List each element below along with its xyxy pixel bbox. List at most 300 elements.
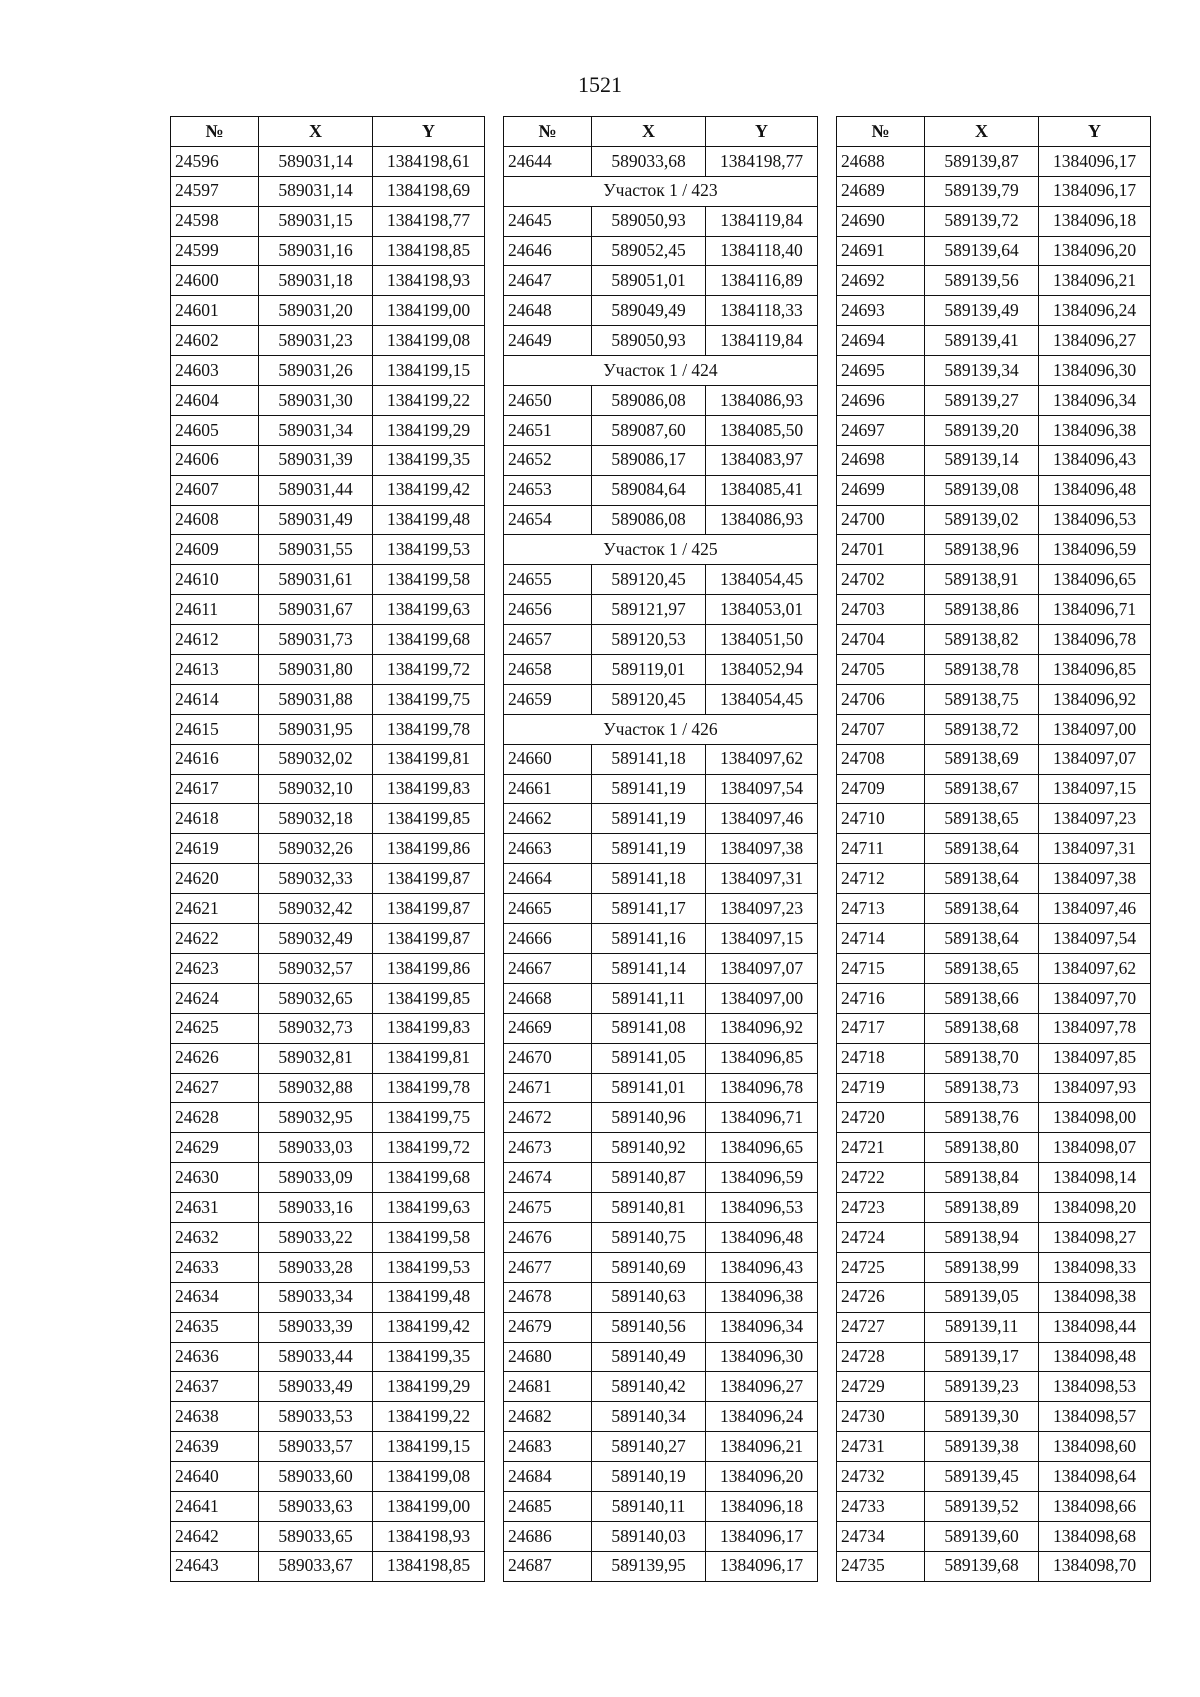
table-row — [837, 1013, 1151, 1043]
cell-number: 24657 — [504, 625, 592, 655]
cell-y: 1384199,83 — [373, 774, 485, 804]
cell-number: 24604 — [171, 386, 259, 416]
table-header-row — [837, 117, 1151, 147]
table-row — [171, 1372, 485, 1402]
table-row — [171, 714, 485, 744]
table-row — [504, 953, 818, 983]
cell-number: 24719 — [837, 1073, 925, 1103]
table-row — [504, 1462, 818, 1492]
cell-x: 589141,05 — [592, 1043, 706, 1073]
cell-number: 24611 — [171, 595, 259, 625]
cell-y: 1384198,77 — [706, 146, 818, 176]
cell-y: 1384096,18 — [1039, 206, 1151, 236]
table-row — [504, 1282, 818, 1312]
cell-y: 1384096,85 — [1039, 655, 1151, 685]
table-row — [837, 1402, 1151, 1432]
cell-x: 589138,65 — [925, 953, 1039, 983]
table-row — [837, 176, 1151, 206]
cell-number: 24647 — [504, 266, 592, 296]
cell-y: 1384199,83 — [373, 1013, 485, 1043]
cell-number: 24621 — [171, 894, 259, 924]
cell-y: 1384098,33 — [1039, 1252, 1151, 1282]
cell-number: 24669 — [504, 1013, 592, 1043]
cell-y: 1384052,94 — [706, 655, 818, 685]
table-row — [171, 625, 485, 655]
cell-number: 24727 — [837, 1312, 925, 1342]
cell-x: 589031,23 — [259, 326, 373, 356]
cell-y: 1384096,48 — [706, 1222, 818, 1252]
cell-number: 24708 — [837, 744, 925, 774]
cell-x: 589049,49 — [592, 296, 706, 326]
cell-x: 589139,95 — [592, 1551, 706, 1581]
cell-number: 24723 — [837, 1193, 925, 1223]
cell-y: 1384096,43 — [706, 1252, 818, 1282]
cell-x: 589141,17 — [592, 894, 706, 924]
cell-x: 589031,88 — [259, 684, 373, 714]
section-row — [504, 176, 818, 206]
cell-x: 589031,95 — [259, 714, 373, 744]
table-row — [504, 804, 818, 834]
table-row — [837, 983, 1151, 1013]
table-row — [837, 625, 1151, 655]
cell-x: 589031,26 — [259, 356, 373, 386]
table-header-row — [504, 117, 818, 147]
cell-x: 589121,97 — [592, 595, 706, 625]
cell-y: 1384097,38 — [706, 834, 818, 864]
cell-number: 24625 — [171, 1013, 259, 1043]
cell-y: 1384096,53 — [706, 1193, 818, 1223]
cell-x: 589138,67 — [925, 774, 1039, 804]
cell-x: 589140,27 — [592, 1432, 706, 1462]
cell-x: 589032,81 — [259, 1043, 373, 1073]
cell-x: 589033,65 — [259, 1521, 373, 1551]
cell-number: 24607 — [171, 475, 259, 505]
cell-number: 24668 — [504, 983, 592, 1013]
cell-x: 589086,08 — [592, 505, 706, 535]
cell-y: 1384096,43 — [1039, 445, 1151, 475]
cell-x: 589139,05 — [925, 1282, 1039, 1312]
table-row — [171, 1103, 485, 1133]
cell-number: 24681 — [504, 1372, 592, 1402]
cell-y: 1384199,53 — [373, 535, 485, 565]
cell-x: 589139,68 — [925, 1551, 1039, 1581]
table-row — [837, 565, 1151, 595]
cell-x: 589139,38 — [925, 1432, 1039, 1462]
cell-x: 589138,70 — [925, 1043, 1039, 1073]
table-row — [171, 1462, 485, 1492]
section-row — [504, 356, 818, 386]
cell-y: 1384085,50 — [706, 415, 818, 445]
cell-x: 589031,55 — [259, 535, 373, 565]
cell-number: 24665 — [504, 894, 592, 924]
cell-y: 1384199,00 — [373, 296, 485, 326]
cell-y: 1384097,46 — [706, 804, 818, 834]
column-header-y: Y — [1039, 117, 1151, 147]
table-row — [171, 505, 485, 535]
cell-number: 24672 — [504, 1103, 592, 1133]
cell-number: 24664 — [504, 864, 592, 894]
cell-x: 589140,87 — [592, 1163, 706, 1193]
table-row — [837, 1551, 1151, 1581]
cell-number: 24617 — [171, 774, 259, 804]
cell-number: 24598 — [171, 206, 259, 236]
table-row — [171, 1402, 485, 1432]
cell-y: 1384096,71 — [1039, 595, 1151, 625]
cell-x: 589032,95 — [259, 1103, 373, 1133]
cell-number: 24638 — [171, 1402, 259, 1432]
cell-y: 1384054,45 — [706, 684, 818, 714]
cell-y: 1384097,15 — [1039, 774, 1151, 804]
table-row — [504, 1103, 818, 1133]
cell-x: 589033,60 — [259, 1462, 373, 1492]
cell-x: 589031,14 — [259, 146, 373, 176]
table-row — [504, 1133, 818, 1163]
table-row — [504, 565, 818, 595]
cell-y: 1384097,23 — [1039, 804, 1151, 834]
cell-number: 24613 — [171, 655, 259, 685]
cell-y: 1384198,93 — [373, 1521, 485, 1551]
cell-y: 1384098,60 — [1039, 1432, 1151, 1462]
cell-y: 1384085,41 — [706, 475, 818, 505]
table-row — [504, 475, 818, 505]
table-row — [504, 864, 818, 894]
table-row — [171, 953, 485, 983]
cell-number: 24735 — [837, 1551, 925, 1581]
cell-y: 1384098,57 — [1039, 1402, 1151, 1432]
cell-y: 1384098,38 — [1039, 1282, 1151, 1312]
cell-x: 589119,01 — [592, 655, 706, 685]
table-row — [171, 1013, 485, 1043]
cell-x: 589140,19 — [592, 1462, 706, 1492]
cell-x: 589140,75 — [592, 1222, 706, 1252]
table-row — [171, 924, 485, 954]
cell-y: 1384053,01 — [706, 595, 818, 625]
table-row — [837, 924, 1151, 954]
cell-number: 24712 — [837, 864, 925, 894]
table-row — [837, 953, 1151, 983]
cell-y: 1384096,48 — [1039, 475, 1151, 505]
cell-x: 589139,49 — [925, 296, 1039, 326]
table-row — [504, 744, 818, 774]
cell-number: 24630 — [171, 1163, 259, 1193]
cell-x: 589084,64 — [592, 475, 706, 505]
cell-y: 1384096,34 — [1039, 386, 1151, 416]
cell-number: 24609 — [171, 535, 259, 565]
column-header-number: № — [171, 117, 259, 147]
cell-number: 24702 — [837, 565, 925, 595]
table-row — [171, 1222, 485, 1252]
table-row — [171, 595, 485, 625]
cell-number: 24691 — [837, 236, 925, 266]
table-row — [171, 834, 485, 864]
coordinates-table-2 — [503, 116, 818, 1582]
cell-number: 24639 — [171, 1432, 259, 1462]
cell-number: 24608 — [171, 505, 259, 535]
table-row — [171, 1342, 485, 1372]
cell-y: 1384096,53 — [1039, 505, 1151, 535]
column-header-y: Y — [373, 117, 485, 147]
cell-y: 1384096,21 — [1039, 266, 1151, 296]
table-row — [171, 1193, 485, 1223]
cell-number: 24717 — [837, 1013, 925, 1043]
cell-y: 1384198,77 — [373, 206, 485, 236]
table-row — [171, 535, 485, 565]
table-row — [837, 655, 1151, 685]
table-row — [504, 206, 818, 236]
cell-x: 589139,11 — [925, 1312, 1039, 1342]
table-row — [171, 1282, 485, 1312]
cell-y: 1384199,81 — [373, 1043, 485, 1073]
cell-y: 1384199,75 — [373, 684, 485, 714]
table-row — [837, 1222, 1151, 1252]
cell-y: 1384096,78 — [1039, 625, 1151, 655]
table-row — [837, 1282, 1151, 1312]
cell-y: 1384119,84 — [706, 326, 818, 356]
cell-number: 24618 — [171, 804, 259, 834]
table-row — [171, 864, 485, 894]
cell-x: 589138,94 — [925, 1222, 1039, 1252]
table-row — [171, 1432, 485, 1462]
cell-y: 1384097,93 — [1039, 1073, 1151, 1103]
cell-y: 1384096,24 — [1039, 296, 1151, 326]
cell-x: 589140,56 — [592, 1312, 706, 1342]
cell-x: 589032,73 — [259, 1013, 373, 1043]
table-row — [504, 1163, 818, 1193]
cell-x: 589141,08 — [592, 1013, 706, 1043]
cell-x: 589141,18 — [592, 864, 706, 894]
cell-x: 589140,42 — [592, 1372, 706, 1402]
table-row — [837, 445, 1151, 475]
cell-x: 589086,17 — [592, 445, 706, 475]
cell-x: 589032,88 — [259, 1073, 373, 1103]
cell-number: 24720 — [837, 1103, 925, 1133]
cell-number: 24654 — [504, 505, 592, 535]
cell-number: 24599 — [171, 236, 259, 266]
cell-number: 24615 — [171, 714, 259, 744]
cell-x: 589138,84 — [925, 1163, 1039, 1193]
table-row — [171, 655, 485, 685]
cell-number: 24636 — [171, 1342, 259, 1372]
cell-y: 1384083,97 — [706, 445, 818, 475]
cell-number: 24646 — [504, 236, 592, 266]
cell-y: 1384096,30 — [706, 1342, 818, 1372]
table-row — [171, 1312, 485, 1342]
cell-number: 24670 — [504, 1043, 592, 1073]
cell-number: 24693 — [837, 296, 925, 326]
table-row — [504, 266, 818, 296]
cell-y: 1384097,31 — [706, 864, 818, 894]
cell-x: 589032,02 — [259, 744, 373, 774]
section-title: Участок 1 / 426 — [504, 714, 818, 744]
cell-x: 589033,68 — [592, 146, 706, 176]
column-header-y: Y — [706, 117, 818, 147]
table-row — [504, 983, 818, 1013]
cell-number: 24660 — [504, 744, 592, 774]
table-row — [504, 1372, 818, 1402]
cell-x: 589051,01 — [592, 266, 706, 296]
cell-y: 1384096,65 — [706, 1133, 818, 1163]
cell-number: 24716 — [837, 983, 925, 1013]
cell-y: 1384097,15 — [706, 924, 818, 954]
table-row — [504, 1342, 818, 1372]
cell-number: 24602 — [171, 326, 259, 356]
cell-x: 589141,11 — [592, 983, 706, 1013]
cell-number: 24703 — [837, 595, 925, 625]
page-number: 1521 — [578, 72, 622, 97]
table-row — [504, 1252, 818, 1282]
table-row — [837, 236, 1151, 266]
cell-y: 1384096,17 — [706, 1551, 818, 1581]
cell-number: 24694 — [837, 326, 925, 356]
cell-y: 1384097,46 — [1039, 894, 1151, 924]
table-row — [504, 774, 818, 804]
cell-number: 24642 — [171, 1521, 259, 1551]
cell-x: 589140,69 — [592, 1252, 706, 1282]
cell-y: 1384199,15 — [373, 1432, 485, 1462]
cell-y: 1384054,45 — [706, 565, 818, 595]
cell-x: 589138,80 — [925, 1133, 1039, 1163]
cell-y: 1384097,70 — [1039, 983, 1151, 1013]
cell-x: 589139,45 — [925, 1462, 1039, 1492]
table-row — [837, 535, 1151, 565]
cell-number: 24659 — [504, 684, 592, 714]
cell-x: 589031,30 — [259, 386, 373, 416]
cell-y: 1384199,22 — [373, 1402, 485, 1432]
cell-x: 589138,66 — [925, 983, 1039, 1013]
cell-x: 589138,69 — [925, 744, 1039, 774]
cell-number: 24603 — [171, 356, 259, 386]
cell-x: 589052,45 — [592, 236, 706, 266]
cell-y: 1384098,66 — [1039, 1491, 1151, 1521]
table-row — [837, 1462, 1151, 1492]
column-header-number: № — [837, 117, 925, 147]
cell-y: 1384198,85 — [373, 236, 485, 266]
cell-y: 1384199,87 — [373, 864, 485, 894]
cell-y: 1384199,29 — [373, 1372, 485, 1402]
cell-number: 24682 — [504, 1402, 592, 1432]
table-row — [171, 236, 485, 266]
table-row — [504, 236, 818, 266]
cell-x: 589141,16 — [592, 924, 706, 954]
cell-y: 1384097,85 — [1039, 1043, 1151, 1073]
table-row — [171, 445, 485, 475]
cell-x: 589139,87 — [925, 146, 1039, 176]
cell-number: 24687 — [504, 1551, 592, 1581]
cell-y: 1384198,85 — [373, 1551, 485, 1581]
cell-x: 589031,67 — [259, 595, 373, 625]
cell-x: 589031,14 — [259, 176, 373, 206]
cell-y: 1384098,14 — [1039, 1163, 1151, 1193]
cell-number: 24734 — [837, 1521, 925, 1551]
cell-number: 24724 — [837, 1222, 925, 1252]
cell-number: 24662 — [504, 804, 592, 834]
cell-number: 24713 — [837, 894, 925, 924]
table-row — [837, 1163, 1151, 1193]
cell-number: 24704 — [837, 625, 925, 655]
cell-y: 1384199,42 — [373, 1312, 485, 1342]
cell-y: 1384098,07 — [1039, 1133, 1151, 1163]
cell-y: 1384097,62 — [1039, 953, 1151, 983]
cell-x: 589140,81 — [592, 1193, 706, 1223]
cell-number: 24634 — [171, 1282, 259, 1312]
cell-y: 1384096,38 — [706, 1282, 818, 1312]
cell-x: 589139,20 — [925, 415, 1039, 445]
cell-x: 589120,45 — [592, 684, 706, 714]
cell-x: 589031,39 — [259, 445, 373, 475]
cell-y: 1384096,92 — [706, 1013, 818, 1043]
table-row — [171, 206, 485, 236]
table-row — [837, 1133, 1151, 1163]
table-row — [504, 1222, 818, 1252]
table-row — [504, 1551, 818, 1581]
coordinates-table-1 — [170, 116, 485, 1582]
cell-number: 24673 — [504, 1133, 592, 1163]
cell-x: 589139,27 — [925, 386, 1039, 416]
cell-x: 589031,44 — [259, 475, 373, 505]
cell-y: 1384198,61 — [373, 146, 485, 176]
cell-x: 589138,78 — [925, 655, 1039, 685]
cell-number: 24711 — [837, 834, 925, 864]
cell-number: 24606 — [171, 445, 259, 475]
cell-x: 589138,68 — [925, 1013, 1039, 1043]
cell-number: 24628 — [171, 1103, 259, 1133]
cell-number: 24632 — [171, 1222, 259, 1252]
table-row — [837, 1342, 1151, 1372]
cell-x: 589139,64 — [925, 236, 1039, 266]
cell-number: 24631 — [171, 1193, 259, 1223]
cell-number: 24612 — [171, 625, 259, 655]
cell-y: 1384199,08 — [373, 326, 485, 356]
table-row — [171, 1521, 485, 1551]
cell-x: 589031,15 — [259, 206, 373, 236]
table-row — [837, 475, 1151, 505]
cell-y: 1384097,07 — [1039, 744, 1151, 774]
cell-x: 589033,34 — [259, 1282, 373, 1312]
table-row — [504, 1073, 818, 1103]
table-row — [171, 356, 485, 386]
cell-number: 24718 — [837, 1043, 925, 1073]
section-title: Участок 1 / 423 — [504, 176, 818, 206]
cell-x: 589139,56 — [925, 266, 1039, 296]
cell-number: 24620 — [171, 864, 259, 894]
table-row — [504, 445, 818, 475]
section-row — [504, 535, 818, 565]
cell-y: 1384096,20 — [706, 1462, 818, 1492]
cell-number: 24597 — [171, 176, 259, 206]
cell-y: 1384199,48 — [373, 505, 485, 535]
cell-y: 1384097,00 — [706, 983, 818, 1013]
section-title: Участок 1 / 424 — [504, 356, 818, 386]
table-row — [171, 296, 485, 326]
cell-x: 589139,02 — [925, 505, 1039, 535]
cell-y: 1384096,65 — [1039, 565, 1151, 595]
cell-number: 24675 — [504, 1193, 592, 1223]
cell-x: 589032,26 — [259, 834, 373, 864]
cell-number: 24706 — [837, 684, 925, 714]
cell-number: 24671 — [504, 1073, 592, 1103]
column-header-number: № — [504, 117, 592, 147]
table-row — [837, 296, 1151, 326]
cell-x: 589050,93 — [592, 326, 706, 356]
cell-x: 589140,63 — [592, 1282, 706, 1312]
cell-x: 589086,08 — [592, 386, 706, 416]
cell-number: 24678 — [504, 1282, 592, 1312]
table-row — [504, 834, 818, 864]
cell-y: 1384199,00 — [373, 1491, 485, 1521]
cell-y: 1384098,20 — [1039, 1193, 1151, 1223]
table-row — [837, 386, 1151, 416]
cell-y: 1384096,59 — [1039, 535, 1151, 565]
